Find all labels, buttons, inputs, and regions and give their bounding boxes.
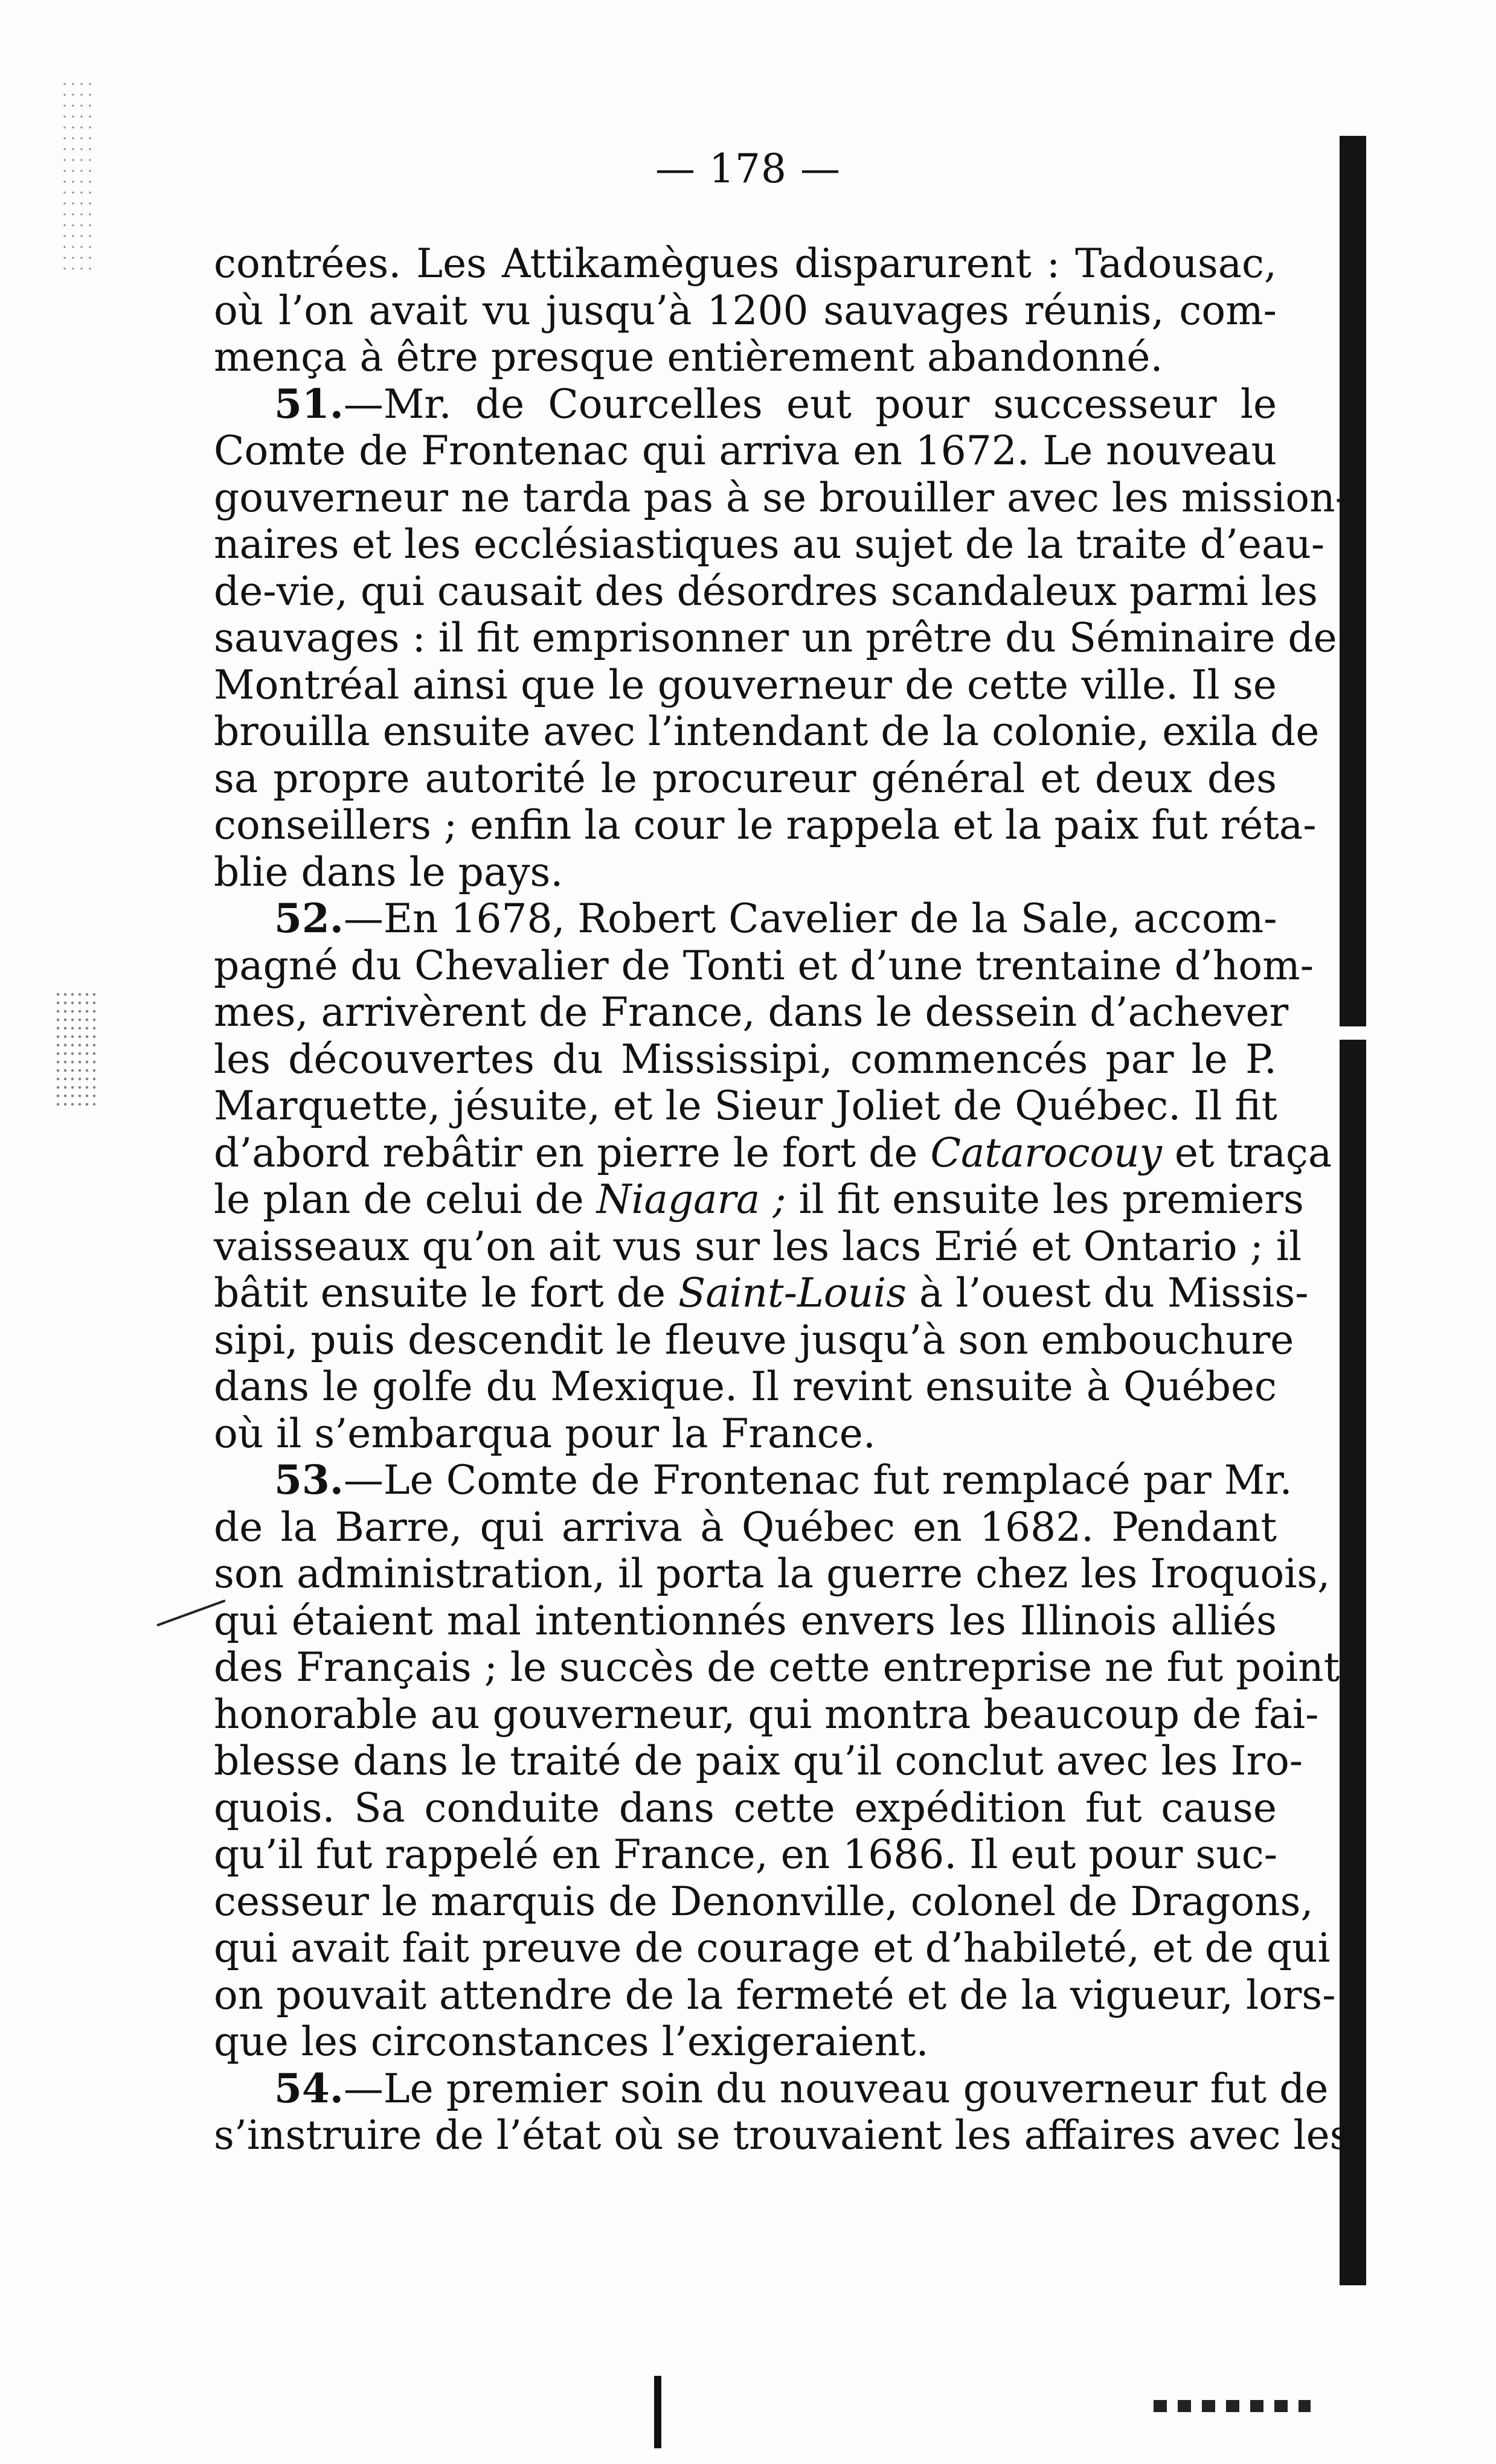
text-line xyxy=(214,2064,1329,2113)
text-line xyxy=(214,521,1325,568)
text-run: il fit ensuite les premiers xyxy=(786,1176,1304,1223)
binding-notch xyxy=(1335,1026,1371,1040)
text-run: cesseur le marquis de Denonville, colonel de Dragons, xyxy=(214,1878,1314,1925)
text-line xyxy=(214,849,1277,896)
text-line xyxy=(214,1270,1309,1317)
text-line xyxy=(214,1083,1277,1130)
text-run: Marquette, jésuite, et le Sieur Joliet de Québec. Il fit xyxy=(214,1083,1277,1129)
text-line xyxy=(214,1971,1336,2019)
footer-mark xyxy=(654,2376,661,2448)
text-line xyxy=(214,2018,1277,2066)
text-run: mes, arrivèrent de France, dans le dessein d’achever xyxy=(214,989,1289,1035)
text-run: à l’ouest du Missis- xyxy=(907,1270,1309,1316)
text-run: bâtit ensuite le fort de xyxy=(214,1270,678,1316)
text-run: quois. Sa conduite dans cette expédition fut cause xyxy=(214,1784,1277,1831)
text-run: honorable au gouverneur, qui montra beaucoup de fai- xyxy=(214,1691,1319,1738)
text-run: —Mr. de Courcelles eut pour successeur le xyxy=(343,380,1277,427)
text-run: —Le premier soin du nouveau gouverneur fut de xyxy=(343,2065,1329,2112)
text-line xyxy=(214,1831,1277,1878)
text-line xyxy=(214,568,1318,615)
text-run: mença à être presque entièrement abandonné. xyxy=(214,334,1163,380)
text-line xyxy=(214,895,1277,942)
paragraph-number: 51. xyxy=(274,380,344,427)
text-run: sa propre autorité le procureur général et deux des xyxy=(214,755,1277,802)
text-run: s’instruire de l’état où se trouvaient les affaires avec les xyxy=(214,2112,1350,2158)
text-run: pagné du Chevalier de Tonti et d’une trentaine d’hom- xyxy=(214,942,1314,989)
text-line xyxy=(214,1691,1319,1738)
text-run: où l’on avait vu jusqu’à 1200 sauvages réunis, com- xyxy=(214,287,1277,334)
text-line xyxy=(214,427,1277,475)
text-line xyxy=(214,1316,1294,1364)
text-run: sauvages : il fit emprisonner un prêtre du Séminaire de xyxy=(214,615,1337,661)
text-line xyxy=(214,1785,1277,1832)
text-line xyxy=(214,1036,1277,1083)
text-line xyxy=(214,1598,1277,1645)
text-run: —Le Comte de Frontenac fut remplacé par Mr. xyxy=(343,1457,1292,1503)
text-line xyxy=(214,802,1317,849)
text-line xyxy=(214,1504,1277,1551)
text-run: de la Barre, qui arriva à Québec en 1682. Pendant xyxy=(214,1503,1277,1550)
italic-text: Niagara ; xyxy=(596,1176,786,1223)
text-run: sipi, puis descendit le fleuve jusqu’à son embouchure xyxy=(214,1316,1294,1363)
text-run: blie dans le pays. xyxy=(214,848,563,895)
text-run: conseillers ; enfin la cour le rappela et la paix fut réta- xyxy=(214,802,1317,848)
text-line xyxy=(214,1925,1331,1972)
page-number: — 178 — xyxy=(655,146,841,192)
text-line xyxy=(214,1410,1277,1458)
text-line xyxy=(214,474,1349,522)
text-line xyxy=(214,1644,1340,1691)
paragraph-number: 52. xyxy=(274,895,344,942)
paragraph-number: 53. xyxy=(274,1456,344,1503)
text-line xyxy=(214,1363,1277,1410)
footer-dashes xyxy=(1154,2400,1311,2412)
text-line xyxy=(214,1456,1292,1504)
text-run: on pouvait attendre de la fermeté et de la vigueur, lors- xyxy=(214,1971,1336,2018)
text-run: naires et les ecclésiastiques au sujet de la traite d’eau- xyxy=(214,521,1325,568)
text-line xyxy=(214,1550,1331,1598)
text-run: Montréal ainsi que le gouverneur de cette ville. Il se xyxy=(214,661,1277,708)
text-run: où il s’embarqua pour la France. xyxy=(214,1410,876,1457)
margin-noise xyxy=(54,990,97,1111)
binding-shadow xyxy=(1340,136,1366,2285)
text-run: de-vie, qui causait des désordres scandaleux parmi les xyxy=(214,568,1318,615)
text-line xyxy=(214,708,1320,755)
text-run: Comte de Frontenac qui arriva en 1672. Le nouveau xyxy=(214,427,1277,474)
italic-text: Catarocouy xyxy=(930,1129,1162,1176)
text-run: contrées. Les Attikamègues disparurent : Tadousac, xyxy=(214,240,1277,287)
text-line xyxy=(214,989,1289,1036)
text-run: vaisseaux qu’on ait vus sur les lacs Erié et Ontario ; il xyxy=(214,1223,1302,1270)
text-run: qu’il fut rappelé en France, en 1686. Il eut pour suc- xyxy=(214,1831,1278,1878)
text-line xyxy=(214,942,1314,990)
text-run: des Français ; le succès de cette entreprise ne fut point xyxy=(214,1644,1340,1691)
text-run: d’abord rebâtir en pierre le fort de xyxy=(214,1129,931,1176)
text-line xyxy=(214,1129,1332,1177)
text-line xyxy=(214,287,1277,334)
text-run: son administration, il porta la guerre chez les Iroquois, xyxy=(214,1550,1331,1597)
text-line xyxy=(214,1738,1303,1785)
text-line xyxy=(214,615,1337,662)
text-run: le plan de celui de xyxy=(214,1176,597,1223)
text-line xyxy=(214,1223,1302,1270)
text-line xyxy=(214,755,1277,802)
text-run: les découvertes du Mississipi, commencés par le P. xyxy=(214,1035,1277,1083)
text-line xyxy=(214,381,1277,428)
text-run: —En 1678, Robert Cavelier de la Sale, accom- xyxy=(343,895,1277,942)
text-run: qui étaient mal intentionnés envers les Illinois alliés xyxy=(214,1597,1277,1644)
body-text xyxy=(214,240,1350,2159)
text-run: et traça xyxy=(1161,1129,1332,1176)
text-line xyxy=(214,2112,1350,2159)
text-run: dans le golfe du Mexique. Il revint ensuite à Québec xyxy=(214,1363,1277,1410)
text-line xyxy=(214,1878,1314,1925)
text-run: gouverneur ne tarda pas à se brouiller avec les mission- xyxy=(214,474,1349,521)
italic-text: Saint-Louis xyxy=(678,1270,907,1316)
text-line xyxy=(214,662,1277,709)
paragraph-number: 54. xyxy=(274,2064,344,2112)
text-line xyxy=(214,334,1277,381)
text-run: qui avait fait preuve de courage et d’habileté, et de qui xyxy=(214,1925,1331,1971)
text-run: que les circonstances l’exigeraient. xyxy=(214,2018,929,2065)
text-run: blesse dans le traité de paix qu’il conclut avec les Iro- xyxy=(214,1738,1303,1784)
text-line xyxy=(214,240,1277,287)
text-line xyxy=(214,1176,1304,1223)
text-run: brouilla ensuite avec l’intendant de la colonie, exila de xyxy=(214,708,1320,755)
